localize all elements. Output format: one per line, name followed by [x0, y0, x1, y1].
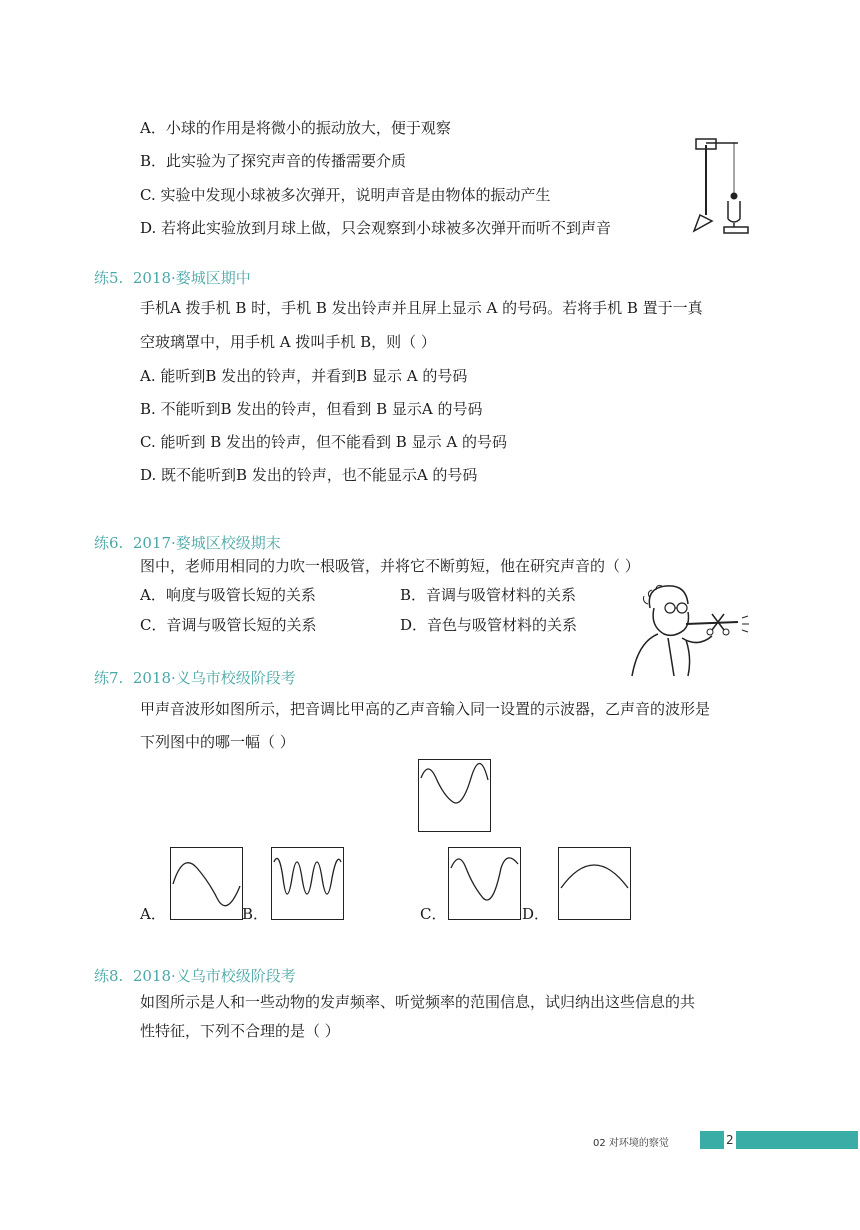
- q5-option-a: A. 能听到B 发出的铃声，并看到B 显示 A 的号码: [140, 367, 468, 385]
- q5-label: 练5.: [94, 269, 124, 287]
- q4-option-b: B．此实验为了探究声音的传播需要介质: [140, 152, 407, 170]
- q6-option-a: A．响度与吸管长短的关系: [140, 586, 316, 604]
- q6-option-b: B．音调与吸管材料的关系: [400, 586, 577, 604]
- q8-label: 练8.: [94, 967, 124, 985]
- waveform-option-b: [271, 847, 344, 920]
- reference-waveform: [418, 759, 491, 832]
- q7-label-d: D．: [522, 905, 550, 923]
- q7-stem-line1: 甲声音波形如图所示，把音调比甲高的乙声音输入同一设置的示波器，乙声音的波形是: [140, 700, 711, 718]
- q5-heading: [94, 268, 251, 288]
- footer-section-title: 02 对环境的察觉: [593, 1138, 669, 1149]
- q5-stem-line2: 空玻璃罩中，用手机 A 拨叫手机 B，则（ ）: [140, 333, 436, 351]
- waveform-option-c: [448, 847, 521, 920]
- q4-option-a: A．小球的作用是将微小的振动放大，便于观察: [140, 119, 451, 137]
- tuning-fork-apparatus-figure: [688, 135, 758, 235]
- teacher-blowing-straw-figure: [628, 578, 753, 678]
- q6-option-c: C．音调与吸管长短的关系: [140, 616, 317, 634]
- q6-source: 2017·婺城区校级期末: [132, 534, 281, 552]
- q8-stem-line1: 如图所示是人和一些动物的发声频率、听觉频率的范围信息，试归纳出这些信息的共: [140, 993, 696, 1011]
- q7-label: 练7.: [94, 669, 124, 687]
- q5-stem-line1: 手机A 拨手机 B 时，手机 B 发出铃声并且屏上显示 A 的号码。若将手机 B 置于一真: [140, 299, 703, 317]
- waveform-option-a: [170, 847, 243, 920]
- q8-heading: [94, 966, 296, 986]
- q7-label-a: A．: [140, 905, 166, 923]
- q7-source: 2018·义乌市校级阶段考: [132, 669, 296, 687]
- footer-page-number: 2: [726, 1133, 734, 1147]
- q7-label-c: C．: [420, 905, 447, 923]
- q8-source: 2018·义乌市校级阶段考: [132, 967, 296, 985]
- footer-accent-block: [700, 1131, 724, 1149]
- q5-option-b: B. 不能听到B 发出的铃声，但看到 B 显示A 的号码: [140, 400, 483, 418]
- q4-option-d: D. 若将此实验放到月球上做，只会观察到小球被多次弹开而听不到声音: [140, 219, 612, 237]
- q7-heading: [94, 668, 296, 688]
- q5-source: 2018·婺城区期中: [132, 269, 251, 287]
- q5-option-d: D. 既不能听到B 发出的铃声，也不能显示A 的号码: [140, 466, 478, 484]
- q7-label-b: B．: [242, 905, 269, 923]
- q6-heading: [94, 533, 281, 553]
- q5-option-c: C. 能听到 B 发出的铃声，但不能看到 B 显示 A 的号码: [140, 433, 507, 451]
- q7-stem-line2: 下列图中的哪一幅（ ）: [140, 733, 295, 751]
- q6-option-d: D．音色与吸管材料的关系: [400, 616, 578, 634]
- footer-bar: [736, 1131, 858, 1149]
- waveform-option-d: [558, 847, 631, 920]
- q6-stem: 图中，老师用相同的力吹一根吸管，并将它不断剪短，他在研究声音的（ ）: [140, 557, 640, 575]
- q6-label: 练6.: [94, 534, 124, 552]
- q8-stem-line2: 性特征，下列不合理的是（ ）: [140, 1022, 340, 1040]
- q4-option-c: C. 实验中发现小球被多次弹开，说明声音是由物体的振动产生: [140, 186, 551, 204]
